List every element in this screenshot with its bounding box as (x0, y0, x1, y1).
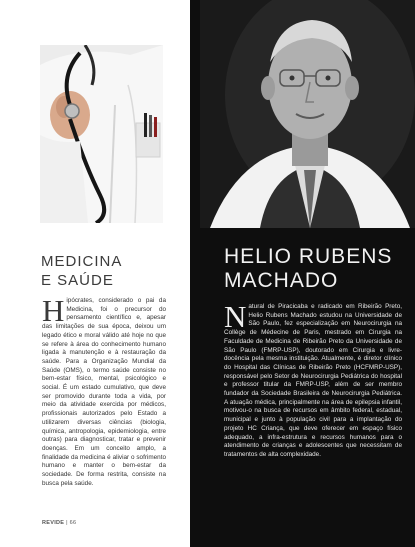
person-name-line1: HELIO RUBENS (224, 245, 393, 268)
section-title (41, 252, 181, 290)
portrait-photo (200, 0, 415, 228)
person-name-title (224, 245, 404, 293)
dropcap-n: N (224, 299, 247, 334)
doctor-stethoscope-photo (40, 45, 163, 223)
dropcap-h: H (42, 293, 65, 328)
bio-article-text (224, 299, 402, 460)
medicine-article-body: ipócrates, considerado o pai da Medicina, foi o precursor do pensamento científico e, apesar das limitações de sua época, deixou um legado ético e moral válido até hoje no que se refere à área do conhecimento humano ligada à manutenção e à restauração da saúde. Para a Organização Mundial da Saúde (OMS), o termo saúde consiste no bem-estar físico, mental, psicológico e social. É um estado cumulativo, que deve ser promovido durante toda a vida, por meio da atividade exercida por médicos, profissionais autorizados pelo Estado a utilizarem diversas ciências (biologia, química, antropologia, epidemiologia, entre outras) para diagnosticar, tratar e prevenir doenças. Em um conceito amplo, a finalidade da medicina é aliviar o sofrimento humano e manter o bem-estar da sociedade. De forma restrita, consiste na busca pela saúde. (42, 297, 166, 487)
medicine-article-text (42, 293, 166, 488)
section-title-line2: E SAÚDE (41, 272, 114, 289)
section-title-line1: MEDICINA (41, 253, 123, 270)
bio-article-body: atural de Piracicaba e radicado em Ribeirão Preto, Helio Rubens Machado estudou na Universidade de São Paulo, fez especialização em Neurocirurgia na Collège de Médecine de Paris, mestrado em Cirurgia na Faculdade de Medicina de Ribeirão Preto da Universidade de São Paulo (FMRP-USP), doutorado em Cirurgia e livre-docência pela mesma instituição. Atualmente, é diretor clínico do Hospital das Clínicas de Ribeirão Preto (HCFMRP-USP), responsável pelo Setor de Neurocirurgia Pediátrica do hospital e professor titular da FMRP-USP, além de ser membro fundador da Sociedade Brasileira de Neurocirurgia Pediátrica. A atuação médica, principalmente na área de epilepsia infantil, motivou-o na busca de recursos em âmbito federal, estadual, municipal e junto à população civil para a implantação do projeto HC Criança, que deve oferecer em espaço físico adequado, a infra-estrutura e recursos humanos para o atendimento de crianças e adolescentes que necessitam de tratamentos de alta complexidade. (224, 303, 402, 458)
page-number: | 66 (64, 520, 77, 526)
person-name-line2: MACHADO (224, 269, 339, 292)
page-footer (42, 520, 76, 526)
magazine-name: REVIDE (42, 520, 65, 526)
